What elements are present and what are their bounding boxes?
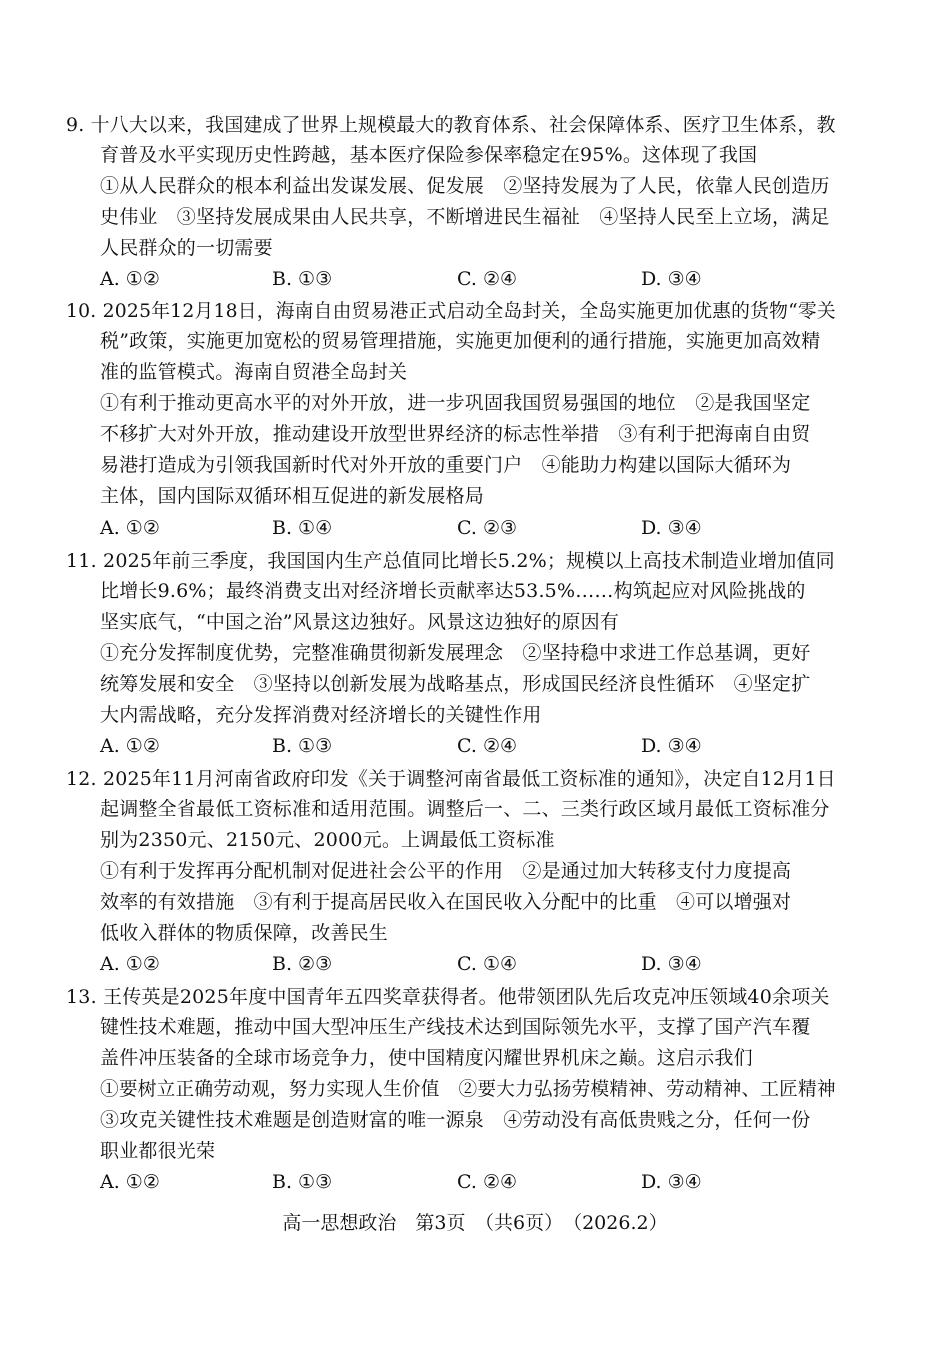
option-b[interactable]: B. ①④ [272, 517, 333, 539]
statement-line: ①充分发挥制度优势，完整准确贯彻新发展理念 ②坚持稳中求进工作总基调，更好 [100, 642, 811, 664]
question-stem-line: 育普及水平实现历史性跨越，基本医疗保险参保率稳定在95%。这体现了我国 [100, 144, 758, 166]
option-a[interactable]: A. ①② [100, 735, 160, 757]
question-stem-line: 别为2350元、2150元、2000元。上调最低工资标准 [100, 829, 555, 851]
option-a[interactable]: A. ①② [100, 1171, 160, 1193]
statement-line: 职业都很光荣 [100, 1140, 216, 1162]
question-stem-line: 9. 十八大以来，我国建成了世界上规模最大的教育体系、社会保障体系、医疗卫生体系，教 [66, 114, 836, 136]
option-d[interactable]: D. ③④ [641, 517, 702, 539]
statement-line: 效率的有效措施 ③有利于提高居民收入在国民收入分配中的比重 ④可以增强对 [100, 891, 792, 913]
statement-line: ①有利于推动更高水平的对外开放，进一步巩固我国贸易强国的地位 ②是我国坚定 [100, 392, 811, 414]
statement-line: 不移扩大对外开放，推动建设开放型世界经济的标志性举措 ③有利于把海南自由贸 [100, 423, 811, 445]
question-stem-line: 11. 2025年前三季度，我国国内生产总值同比增长5.2%；规模以上高技术制造业增加值同 [66, 550, 835, 572]
question-stem-line: 10. 2025年12月18日，海南自由贸易港正式启动全岛封关，全岛实施更加优惠的货物“零关 [66, 300, 836, 322]
option-d[interactable]: D. ③④ [641, 268, 702, 290]
page-footer: 高一思想政治 第3页 （共6页） （2026.2） [282, 1212, 668, 1234]
statement-line: 史伟业 ③坚持发展成果由人民共享，不断增进民生福祉 ④坚持人民至上立场，满足 [100, 206, 830, 228]
question-stem-line: 键性技术难题，推动中国大型冲压生产线技术达到国际领先水平，支撑了国产汽车覆 [100, 1016, 811, 1038]
option-d[interactable]: D. ③④ [641, 735, 702, 757]
option-d[interactable]: D. ③④ [641, 953, 702, 975]
question-stem-line: 盖件冲压装备的全球市场竞争力，使中国精度闪耀世界机床之巅。这启示我们 [100, 1047, 753, 1069]
question-stem-line: 12. 2025年11月河南省政府印发《关于调整河南省最低工资标准的通知》，决定自12月1日 [66, 768, 836, 790]
statement-line: 主体，国内国际双循环相互促进的新发展格局 [100, 485, 485, 507]
statement-line: 大内需战略，充分发挥消费对经济增长的关键性作用 [100, 704, 542, 726]
option-b[interactable]: B. ①③ [272, 1171, 333, 1193]
statement-line: 人民群众的一切需要 [100, 237, 273, 259]
statement-line: ①有利于发挥再分配机制对促进社会公平的作用 ②是通过加大转移支付力度提高 [100, 860, 792, 882]
option-c[interactable]: C. ②④ [457, 268, 518, 290]
question-stem-line: 坚实底气，“中国之治”风景这边独好。风景这边独好的原因有 [100, 611, 620, 633]
statement-line: ③攻克关键性技术难题是创造财富的唯一源泉 ④劳动没有高低贵贱之分，任何一份 [100, 1109, 811, 1131]
question-stem-line: 比增长9.6%；最终消费支出对经济增长贡献率达53.5%……构筑起应对风险挑战的 [100, 580, 806, 602]
statement-line: ①要树立正确劳动观，努力实现人生价值 ②要大力弘扬劳模精神、劳动精神、工匠精神 [100, 1078, 836, 1100]
option-b[interactable]: B. ①③ [272, 268, 333, 290]
option-c[interactable]: C. ②④ [457, 1171, 518, 1193]
statement-line: 低收入群体的物质保障，改善民生 [100, 922, 389, 944]
option-a[interactable]: A. ①② [100, 268, 160, 290]
statement-line: 统筹发展和安全 ③坚持以创新发展为战略基点，形成国民经济良性循环 ④坚定扩 [100, 673, 811, 695]
option-c[interactable]: C. ②③ [457, 517, 518, 539]
option-b[interactable]: B. ②③ [272, 953, 333, 975]
statement-line: 易港打造成为引领我国新时代对外开放的重要门户 ④能助力构建以国际大循环为 [100, 454, 792, 476]
question-stem-line: 起调整全省最低工资标准和适用范围。调整后一、二、三类行政区域月最低工资标准分 [100, 798, 830, 820]
option-a[interactable]: A. ①② [100, 953, 160, 975]
option-c[interactable]: C. ②④ [457, 735, 518, 757]
question-stem-line: 准的监管模式。海南自贸港全岛封关 [100, 361, 408, 383]
question-stem-line: 税”政策，实施更加宽松的贸易管理措施，实施更加便利的通行措施，实施更加高效精 [100, 330, 821, 352]
statement-line: ①从人民群众的根本利益出发谋发展、促发展 ②坚持发展为了人民，依靠人民创造历 [100, 175, 830, 197]
option-d[interactable]: D. ③④ [641, 1171, 702, 1193]
option-b[interactable]: B. ①③ [272, 735, 333, 757]
question-stem-line: 13. 王传英是2025年度中国青年五四奖章获得者。他带领团队先后攻克冲压领域40余项关 [66, 986, 830, 1008]
option-c[interactable]: C. ①④ [457, 953, 518, 975]
option-a[interactable]: A. ①② [100, 517, 160, 539]
